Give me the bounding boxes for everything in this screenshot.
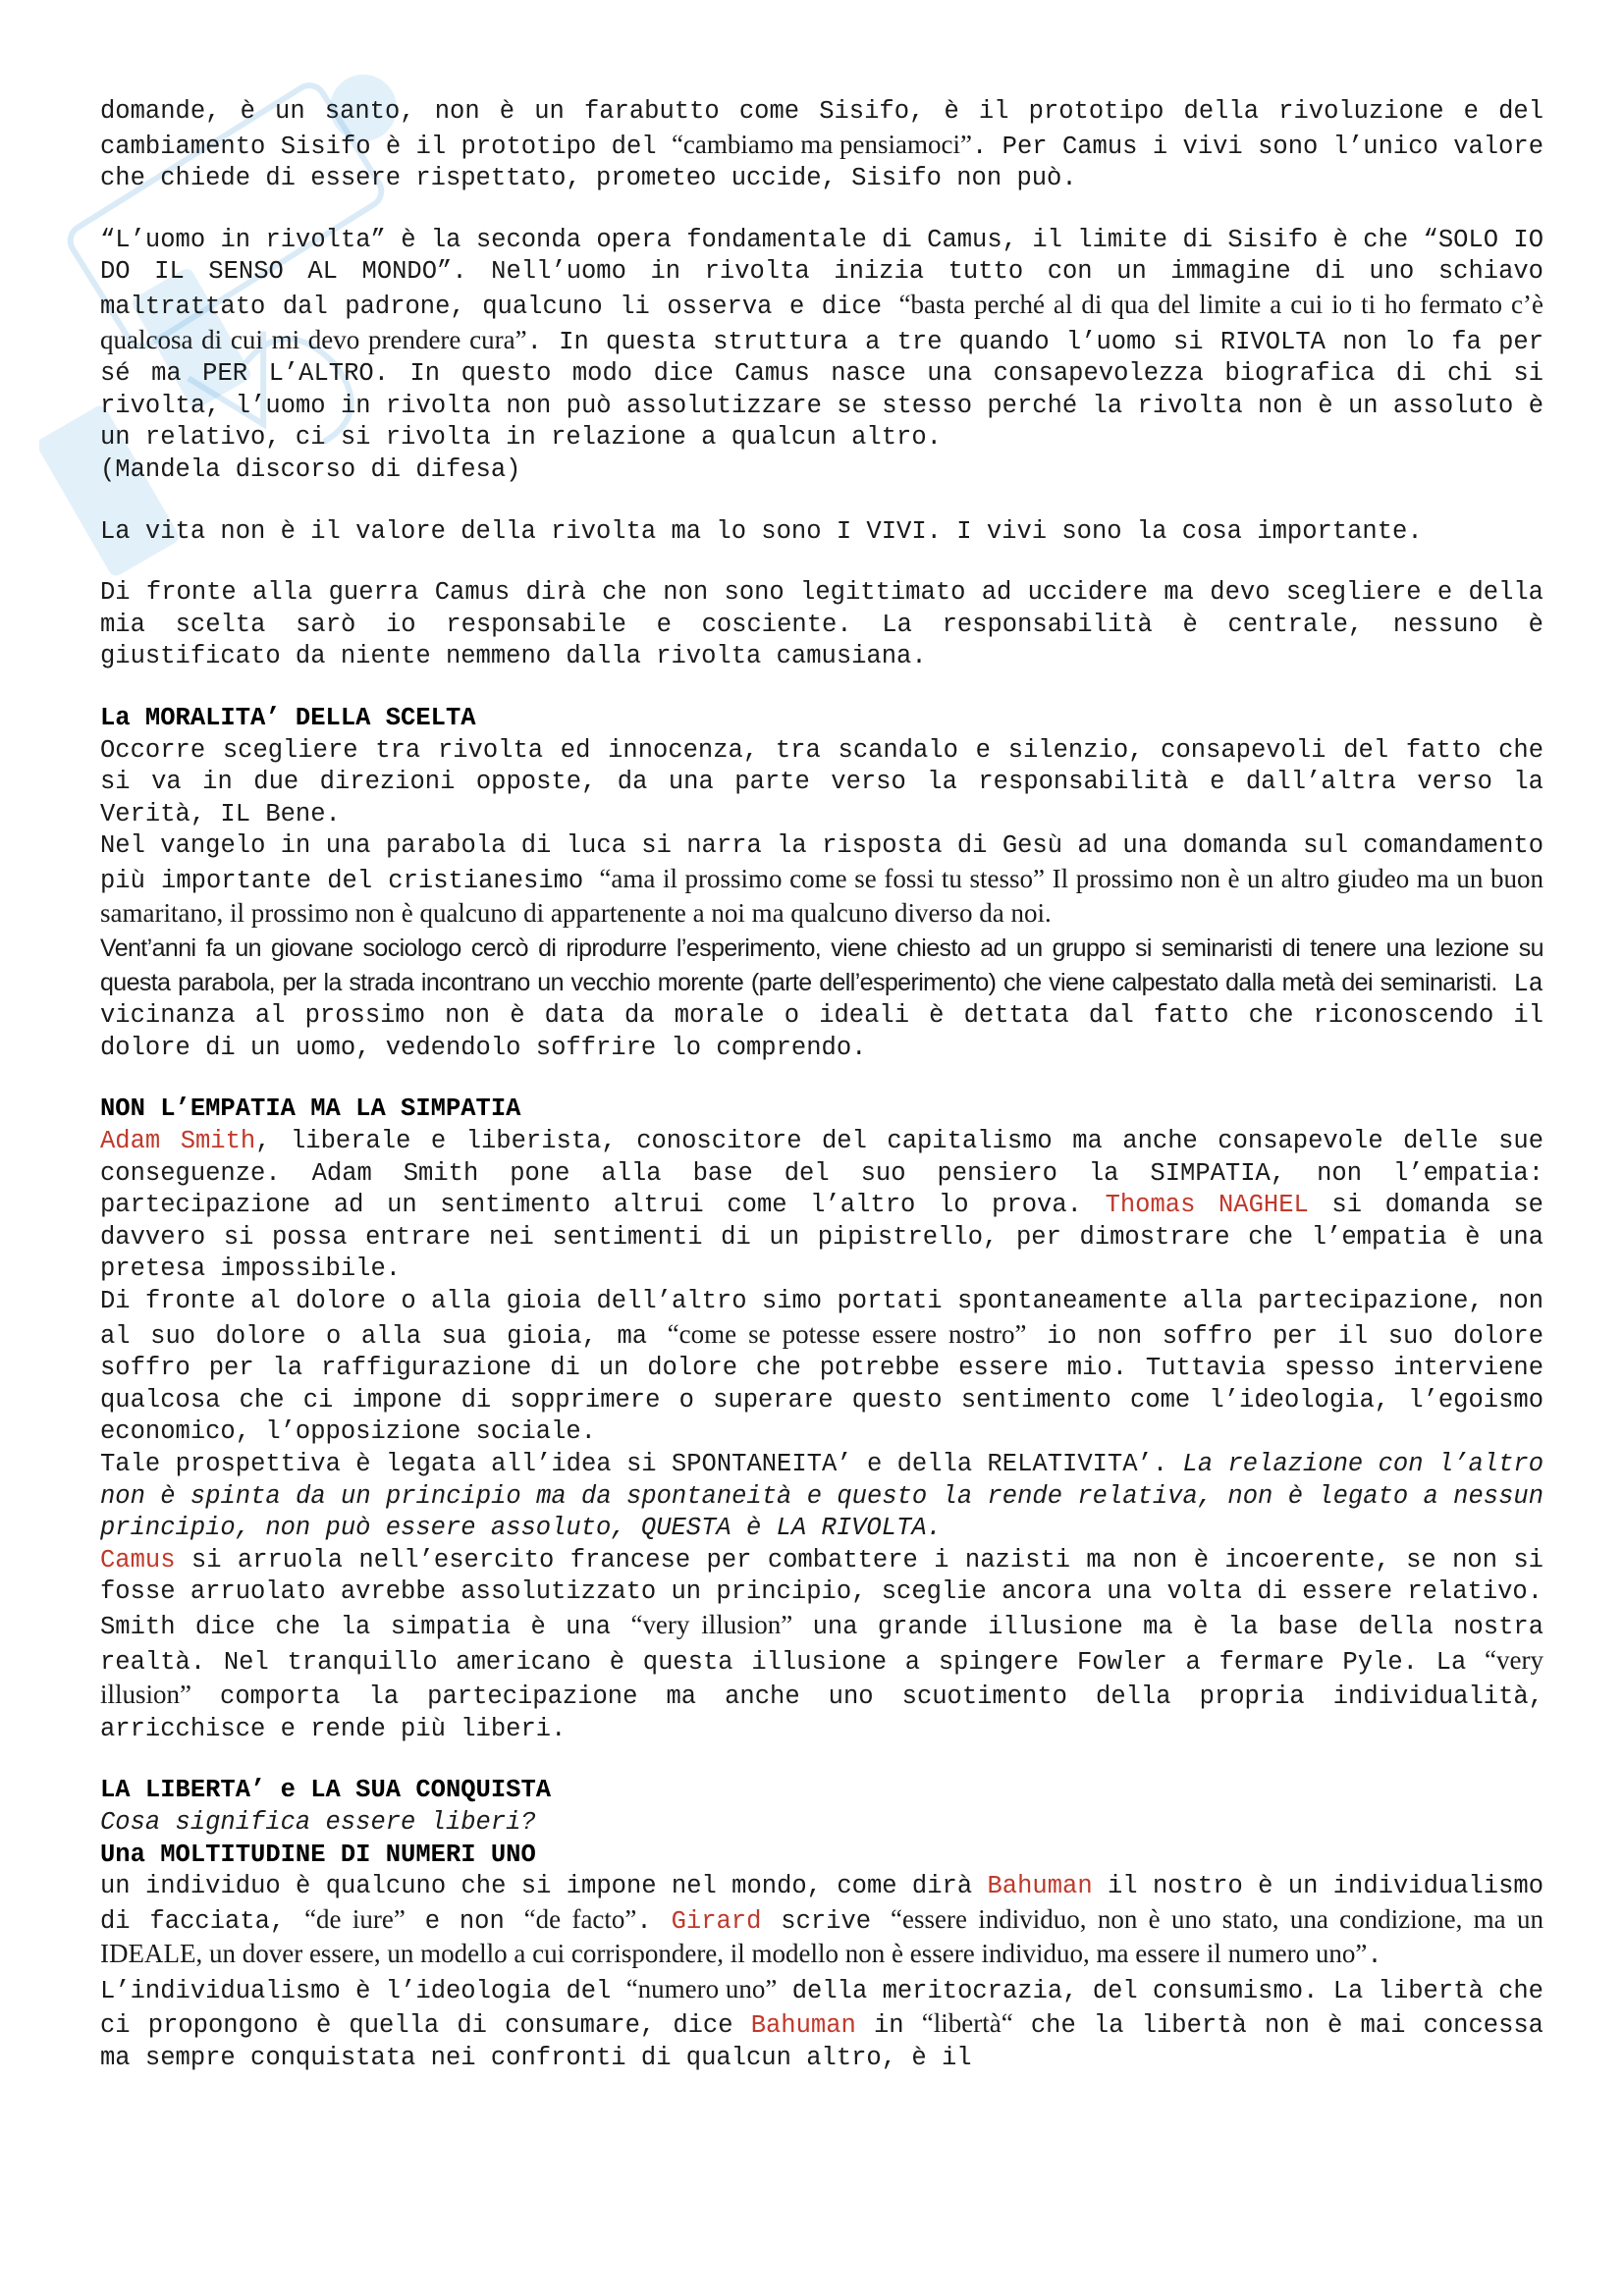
name-highlight: Camus	[100, 1545, 176, 1575]
paragraph: Vent’anni fa un giovane sociologo cercò di riprodurre l’esperimento, viene chiesto ad un gruppo si seminaristi di tenere una lezione su questa parabola, per la strada incontrano un vecchio morente (parte dell’esperimento) che viene calpestato dalla metà dei seminaristi. La vicinanza al prossimo non è data da morale o ideali è dettata dal fatto che riconoscendo il dolore di un uomo, vedendolo soffrire lo comprendo.	[100, 934, 1543, 1062]
name-highlight: Thomas NAGHEL	[1105, 1191, 1309, 1220]
section-heading: NON L’EMPATIA MA LA SIMPATIA	[100, 1095, 521, 1124]
name-highlight: Bahuman	[987, 1872, 1093, 1901]
paragraph: un individuo è qualcuno che si impone nel mondo, come dirà Bahuman il nostro è un individualismo di facciata, “de iure” e non “de facto”. Girard scrive “essere individuo, non è uno stato, una condizione, ma un IDEALE, un dover essere, un modello a cui corrispondere, il modello non è essere individuo, ma essere il numero uno”.	[100, 1872, 1543, 1971]
paragraph: Smith dice che la simpatia è una “very illusion” una grande illusione ma è la base della nostra realtà. Nel tranquillo americano è questa illusione a spingere Fowler a fermare Pyle. La “very illusion” comporta la partecipazione ma anche uno scuotimento della propria individualità, arricchisce e rende più liberi.	[100, 1609, 1544, 1743]
paragraph: Nel vangelo in una parabola di luca si narra la risposta di Gesù ad una domanda sul comandamento più importante del cristianesimo “ama il prossimo come se fossi tu stesso” Il prossimo non è un altro giudeo ma un buon samaritano, il prossimo non è qualcuno di appartenente a noi ma qualcuno diverso da noi.	[100, 831, 1543, 929]
section-heading: LA LIBERTA’ e LA SUA CONQUISTA	[100, 1776, 552, 1805]
paragraph: Tale prospettiva è legata all’idea si SPONTANEITA’ e della RELATIVITA’. La relazione con l’altro non è spinta da un principio ma da spontaneità e questo la rende relativa, non è legato a nessun principio, non può essere assoluto, QUESTA è LA RIVOLTA.	[100, 1449, 1543, 1543]
paragraph: domande, è un santo, non è un farabutto come Sisifo, è il prototipo della rivoluzione e del cambiamento Sisifo è il prototipo del “cambiamo ma pensiamoci”. Per Camus i vivi sono l’unico valore che chiede di essere rispettato, prometeo uccide, Sisifo non può.	[100, 97, 1544, 193]
paragraph: La vita non è il valore della rivolta ma lo sono I VIVI. I vivi sono la cosa importante.	[100, 516, 1423, 546]
paragraph: “L’uomo in rivolta” è la seconda opera fondamentale di Camus, il limite di Sisifo è che “SOLO IO DO IL SENSO AL MONDO”. Nell’uomo in rivolta inizia tutto con un immagine di uno schiavo maltrattato dal padrone, qualcuno li osserva e dice “basta perché al di qua del limite a cui io ti ho fermato c’è qualcosa di cui mi devo prendere cura”. In questa struttura a tre quando l’uomo si RIVOLTA non lo fa per sé ma PER L’ALTRO. In questo modo dice Camus nasce una consapevolezza biografica di chi si rivolta, l’uomo in rivolta non può assolutizzare se stesso perché la rivolta non è un assoluto è un relativo, ci si rivolta in relazione a qualcun altro.	[100, 225, 1544, 453]
name-highlight: Bahuman	[750, 2011, 856, 2041]
document-page	[100, 96, 1543, 2075]
section-heading: La MORALITA’ DELLA SCELTA	[100, 703, 476, 732]
name-highlight: Girard	[671, 1906, 762, 1936]
name-highlight: Adam Smith	[100, 1127, 256, 1156]
section-heading: Una MOLTITUDINE DI NUMERI UNO	[100, 1840, 536, 1869]
paragraph: Camus si arruola nell’esercito francese per combattere i nazisti ma non è incoerente, se non si fosse arruolato avrebbe assolutizzato un principio, sceglie ancora una volta di essere relativo.	[100, 1545, 1543, 1607]
paragraph: Adam Smith, liberale e liberista, conoscitore del capitalismo ma anche consapevole delle sue conseguenze. Adam Smith pone alla base del suo pensiero la SIMPATIA, non l’empatia: partecipazione ad un sentimento altrui come l’altro lo prova. Thomas NAGHEL si domanda se davvero si possa entrare nei sentimenti di un pipistrello, per dimostrare che l’empatia è una pretesa impossibile.	[100, 1127, 1543, 1284]
paragraph: (Mandela discorso di difesa)	[100, 454, 521, 484]
paragraph: Di fronte alla guerra Camus dirà che non sono legittimato ad uccidere ma devo scegliere e della mia scelta sarò io responsabile e cosciente. La responsabilità è centrale, nessuno è giustificato da niente nemmeno dalla rivolta camusiana.	[100, 578, 1543, 671]
paragraph: L’individualismo è l’ideologia del “numero uno” della meritocrazia, del consumismo. La libertà che ci propongono è quella di consumare, dice Bahuman in “libertà“ che la libertà non è mai concessa ma sempre conquistata nei confronti di qualcun altro, è il	[100, 1973, 1543, 2073]
paragraph: Di fronte al dolore o alla gioia dell’altro simo portati spontaneamente alla partecipazione, non al suo dolore o alla sua gioia, ma “come se potesse essere nostro” io non soffro per il suo dolore soffro per la raffigurazione di un dolore che potrebbe essere mio. Tuttavia spesso interviene qualcosa che ci impone di sopprimere o superare questo sentimento come l’ideologia, l’egoismo economico, l’opposizione sociale.	[100, 1287, 1543, 1447]
section-subtitle: Cosa significa essere liberi?	[100, 1807, 536, 1837]
paragraph: Occorre scegliere tra rivolta ed innocenza, tra scandalo e silenzio, consapevoli del fatto che si va in due direzioni opposte, da una parte verso la responsabilità e dall’altra verso la Verità, IL Bene.	[100, 735, 1543, 828]
